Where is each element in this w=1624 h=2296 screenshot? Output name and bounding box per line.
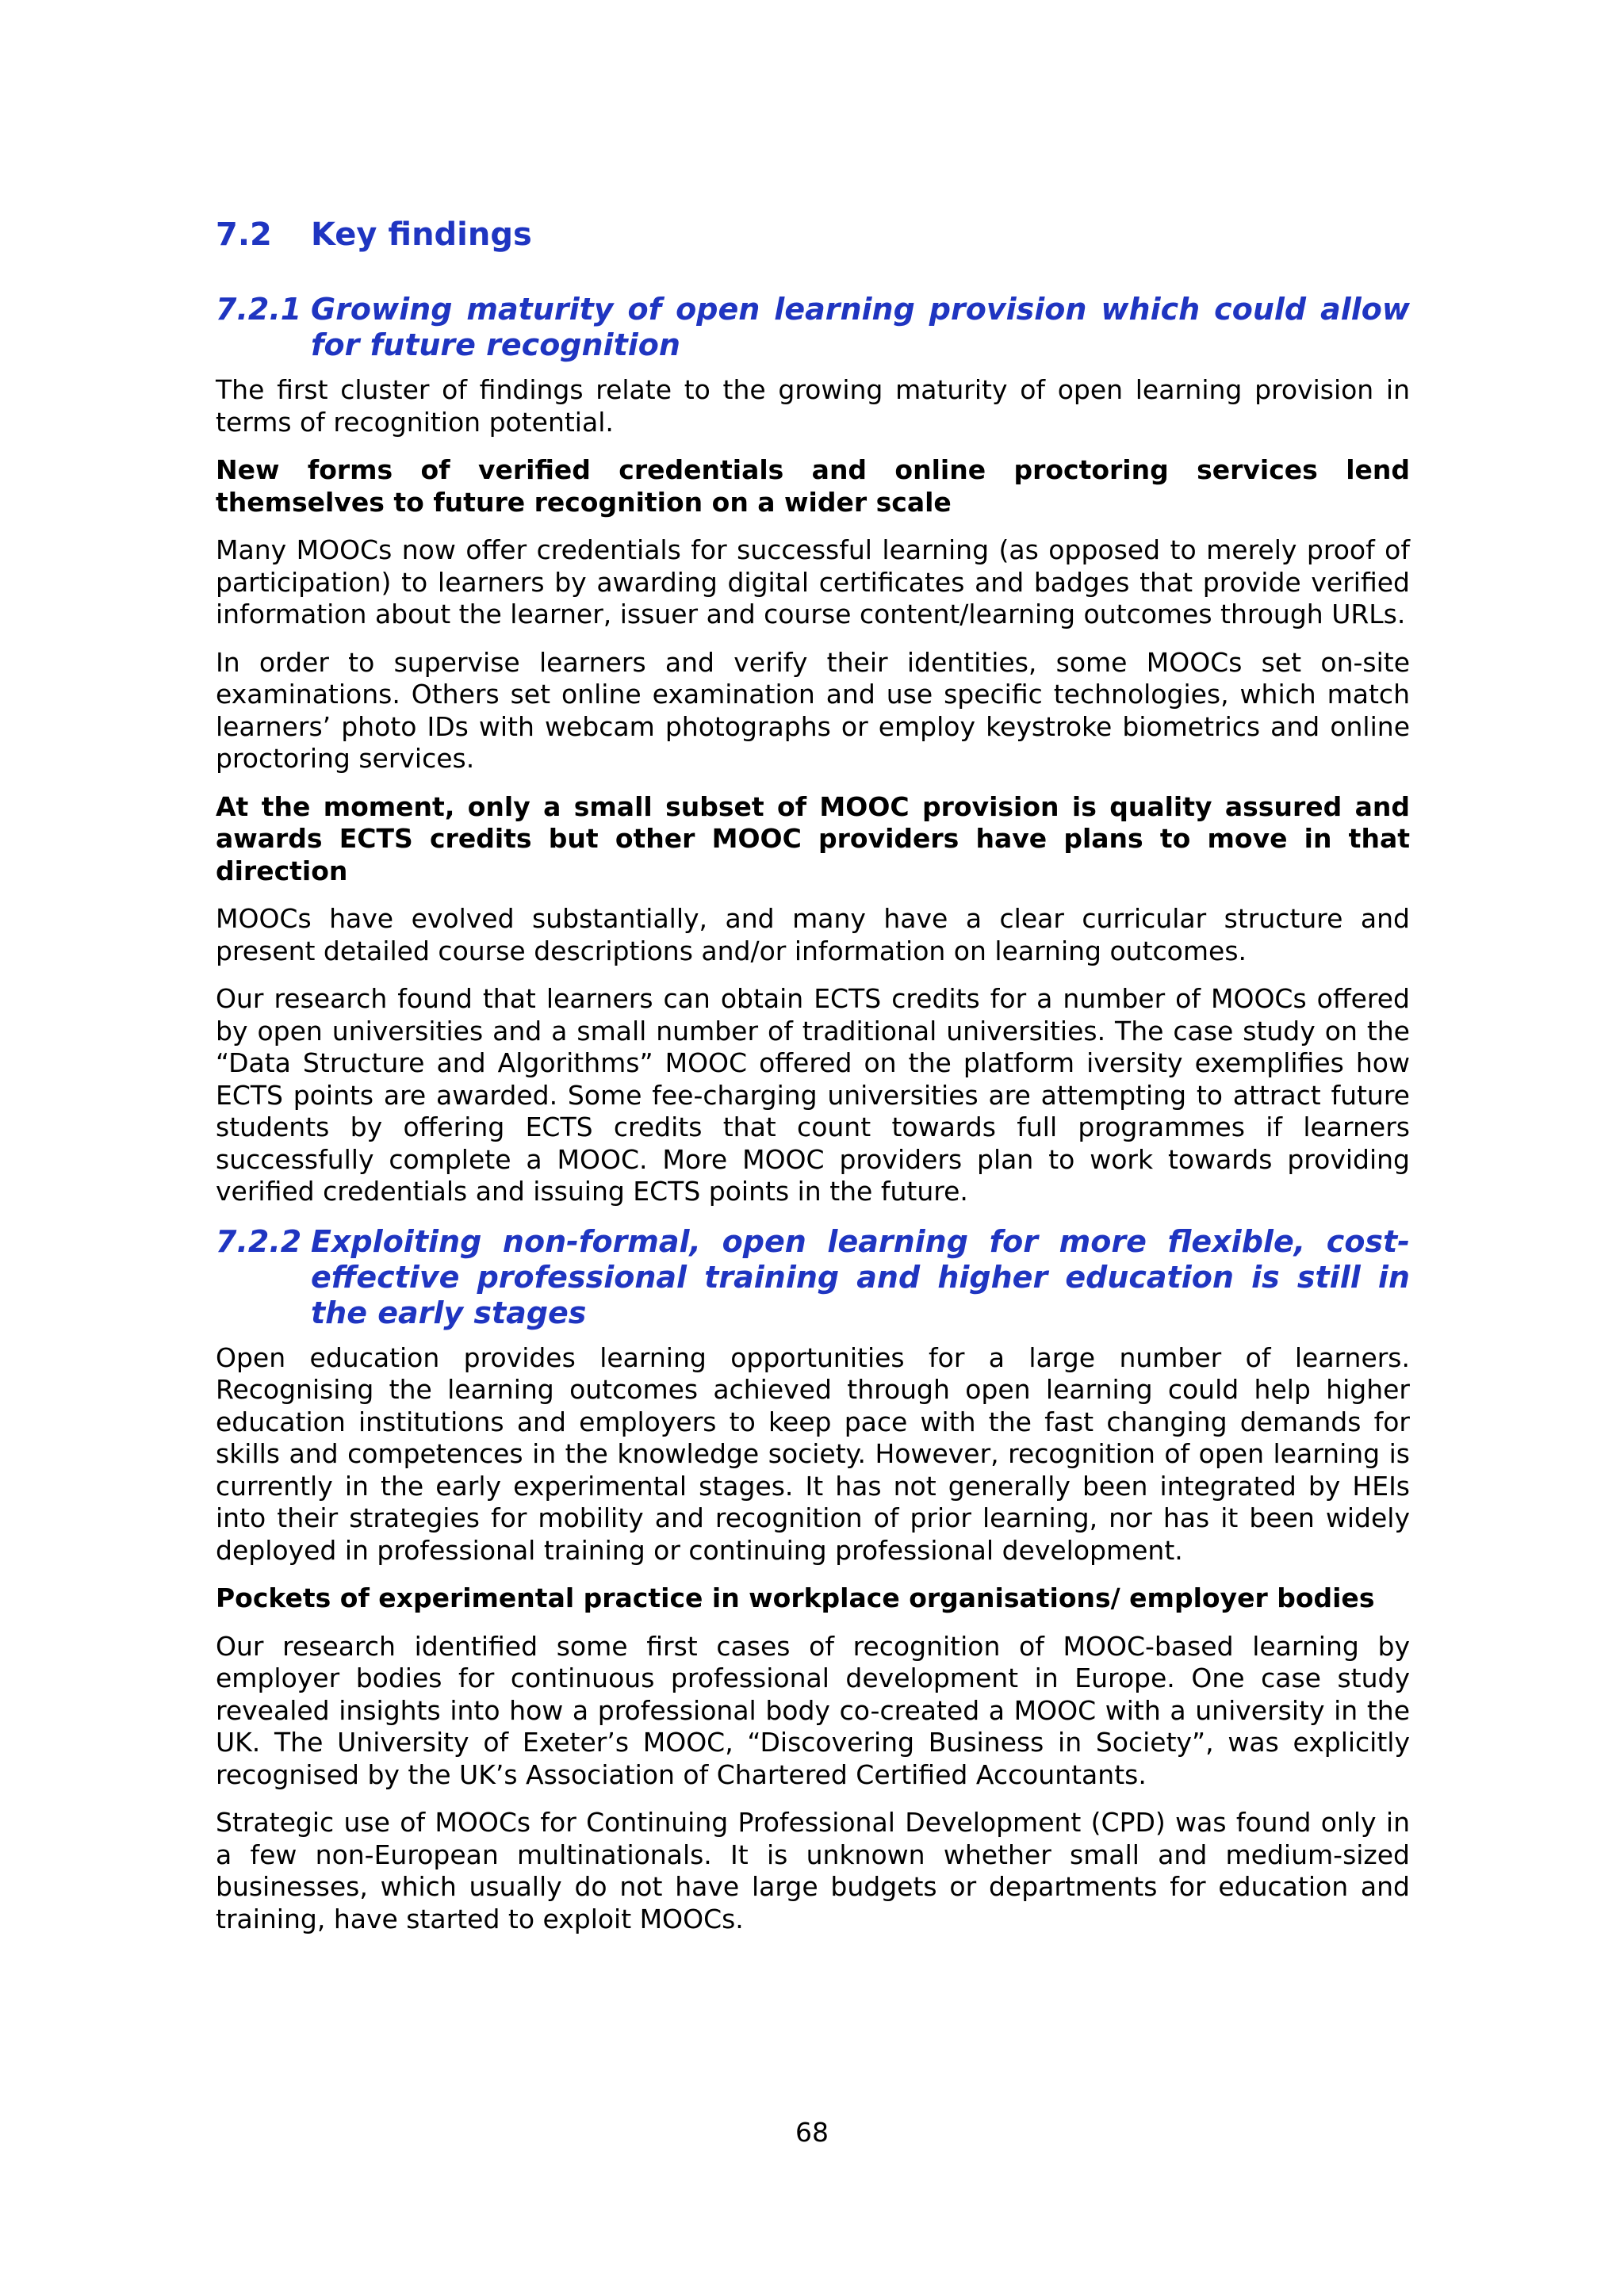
paragraph: Strategic use of MOOCs for Continuing Professional Development (CPD) was found only in a few non-European multinationals. It is unknown whether small and medium-sized businesses, which usually do not have large budgets or departments for education and training, have started to exploit MOOCs.: [216, 1807, 1410, 1934]
subsection-heading-2: [216, 1224, 1410, 1331]
paragraph: Our research identified some first cases of recognition of MOOC-based learning by employer bodies for continuous professional development in Europe. One case study revealed insights into how a professional body co-created a MOOC with a university in the UK. The University of Exeter’s MOOC, “Discovering Business in Society”, was explicitly recognised by the UK’s Association of Chartered Certified Accountants.: [216, 1630, 1410, 1790]
finding-heading: At the moment, only a small subset of MOOC provision is quality assured and awards ECTS credits but other MOOC providers have plans to move in that direction: [216, 790, 1410, 886]
paragraph: Our research found that learners can obtain ECTS credits for a number of MOOCs offered by open universities and a small number of traditional universities. The case study on the “Data Structure and Algorithms” MOOC offered on the platform iversity exemplifies how ECTS points are awarded. Some fee-charging universities are attempting to attract future students by offering ECTS credits that count towards full programmes if learners successfully complete a MOOC. More MOOC providers plan to work towards providing verified credentials and issuing ECTS points in the future.: [216, 983, 1410, 1207]
section-number: 7.2: [216, 216, 272, 253]
page-body: [216, 214, 1410, 1951]
section-title: Key findings: [311, 216, 532, 253]
subsection-title: Growing maturity of open learning provision which could allow for future recognition: [311, 292, 1410, 362]
finding-heading: New forms of verified credentials and online proctoring services lend themselves to future recognition on a wider scale: [216, 454, 1410, 518]
paragraph: Many MOOCs now offer credentials for successful learning (as opposed to merely proof of participation) to learners by awarding digital certificates and badges that provide verified information about the learner, issuer and course content/learning outcomes through URLs.: [216, 534, 1410, 629]
paragraph: MOOCs have evolved substantially, and many have a clear curricular structure and present detailed course descriptions and/or information on learning outcomes.: [216, 903, 1410, 966]
paragraph: In order to supervise learners and verify their identities, some MOOCs set on-site examinations. Others set online examination and use specific technologies, which match learners’ photo IDs with webcam photographs or employ keystroke biometrics and online proctoring services.: [216, 646, 1410, 774]
subsection-number: 7.2.2: [216, 1223, 302, 1259]
section-heading: [216, 214, 1410, 255]
page-number: 68: [795, 2117, 829, 2148]
paragraph: The first cluster of findings relate to the growing maturity of open learning provision in terms of recognition potential.: [216, 374, 1410, 438]
subsection-title: Exploiting non-formal, open learning for more flexible, cost-effective professional training and higher education is still in the early stages: [311, 1223, 1410, 1330]
paragraph: Open education provides learning opportunities for a large number of learners. Recognising the learning outcomes achieved through open learning could help higher education institutions and employers to keep pace with the fast changing demands for skills and competences in the knowledge society. However, recognition of open learning is currently in the early experimental stages. It has not generally been integrated by HEIs into their strategies for mobility and recognition of prior learning, nor has it been widely deployed in professional training or continuing professional development.: [216, 1341, 1410, 1566]
subsection-number: 7.2.1: [216, 292, 302, 327]
finding-heading: Pockets of experimental practice in workplace organisations/ employer bodies: [216, 1582, 1375, 1613]
subsection-heading-1: [216, 292, 1410, 363]
